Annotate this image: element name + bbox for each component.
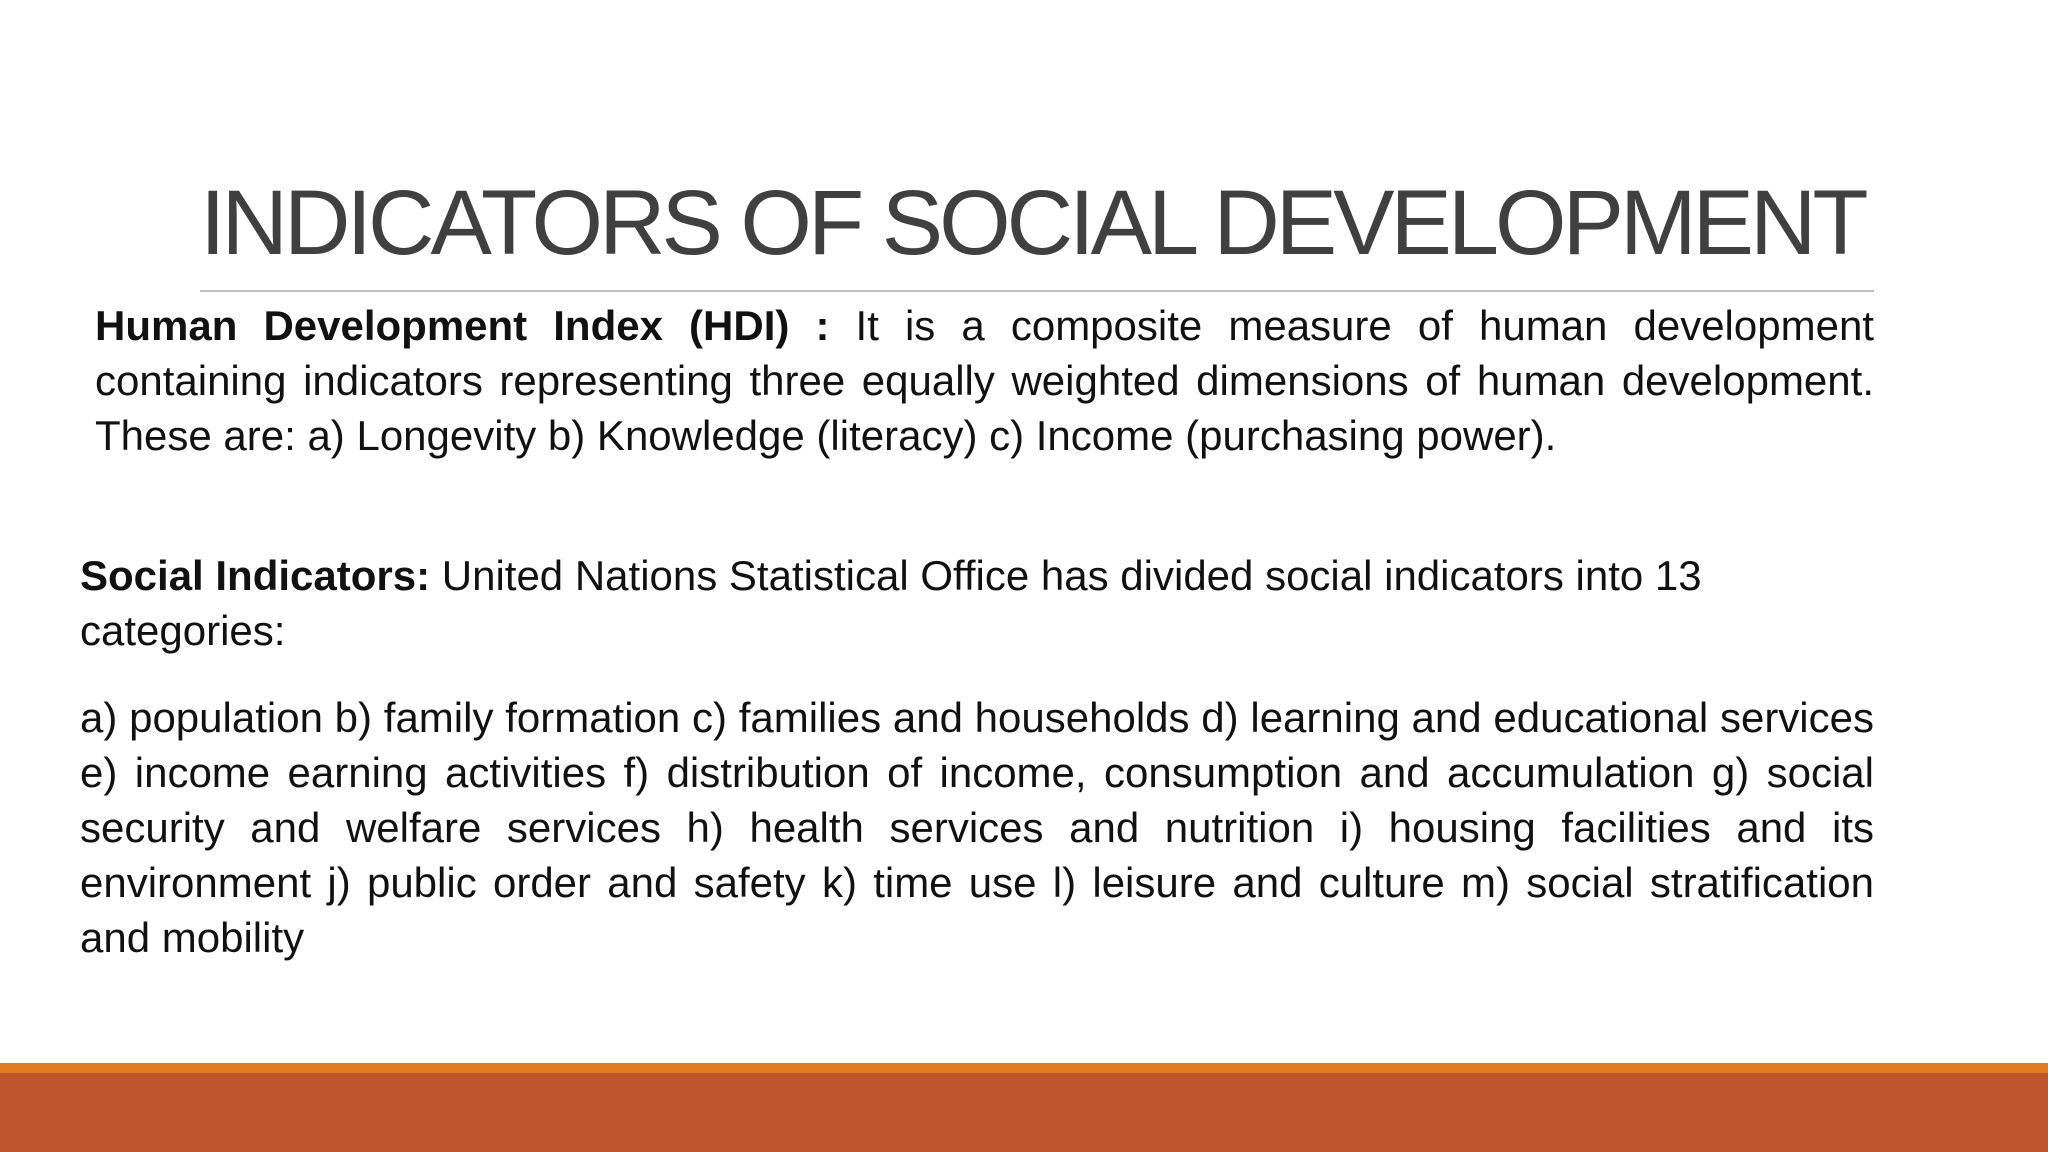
footer-band — [0, 1073, 2048, 1152]
social-indicators-text: United Nations Statistical Office has divided social indicators into 13 categories: — [80, 552, 1702, 654]
slide-title: INDICATORS OF SOCIAL DEVELOPMENT — [200, 172, 1865, 274]
hdi-paragraph — [95, 298, 1874, 463]
social-indicators-paragraph — [80, 548, 1874, 658]
hdi-term: Human Development Index (HDI) : — [95, 302, 830, 349]
social-indicators-term: Social Indicators: — [80, 552, 431, 599]
hdi-text: It is a composite measure of human development containing indicators representing three equally weighted dimensions of human development. These are: a) Longevity b) Knowledge (literacy) c) Income (purchasing power). — [95, 302, 1874, 459]
title-divider — [200, 290, 1874, 292]
categories-paragraph: a) population b) family formation c) families and households d) learning and educational services e) income earning activities f) distribution of income, consumption and accumulation g) social security and welfare services h) health services and nutrition i) housing facilities and its environment j) public order and safety k) time use l) leisure and culture m) social stratification and mobility — [80, 694, 1874, 961]
footer-accent-line — [0, 1063, 2048, 1073]
